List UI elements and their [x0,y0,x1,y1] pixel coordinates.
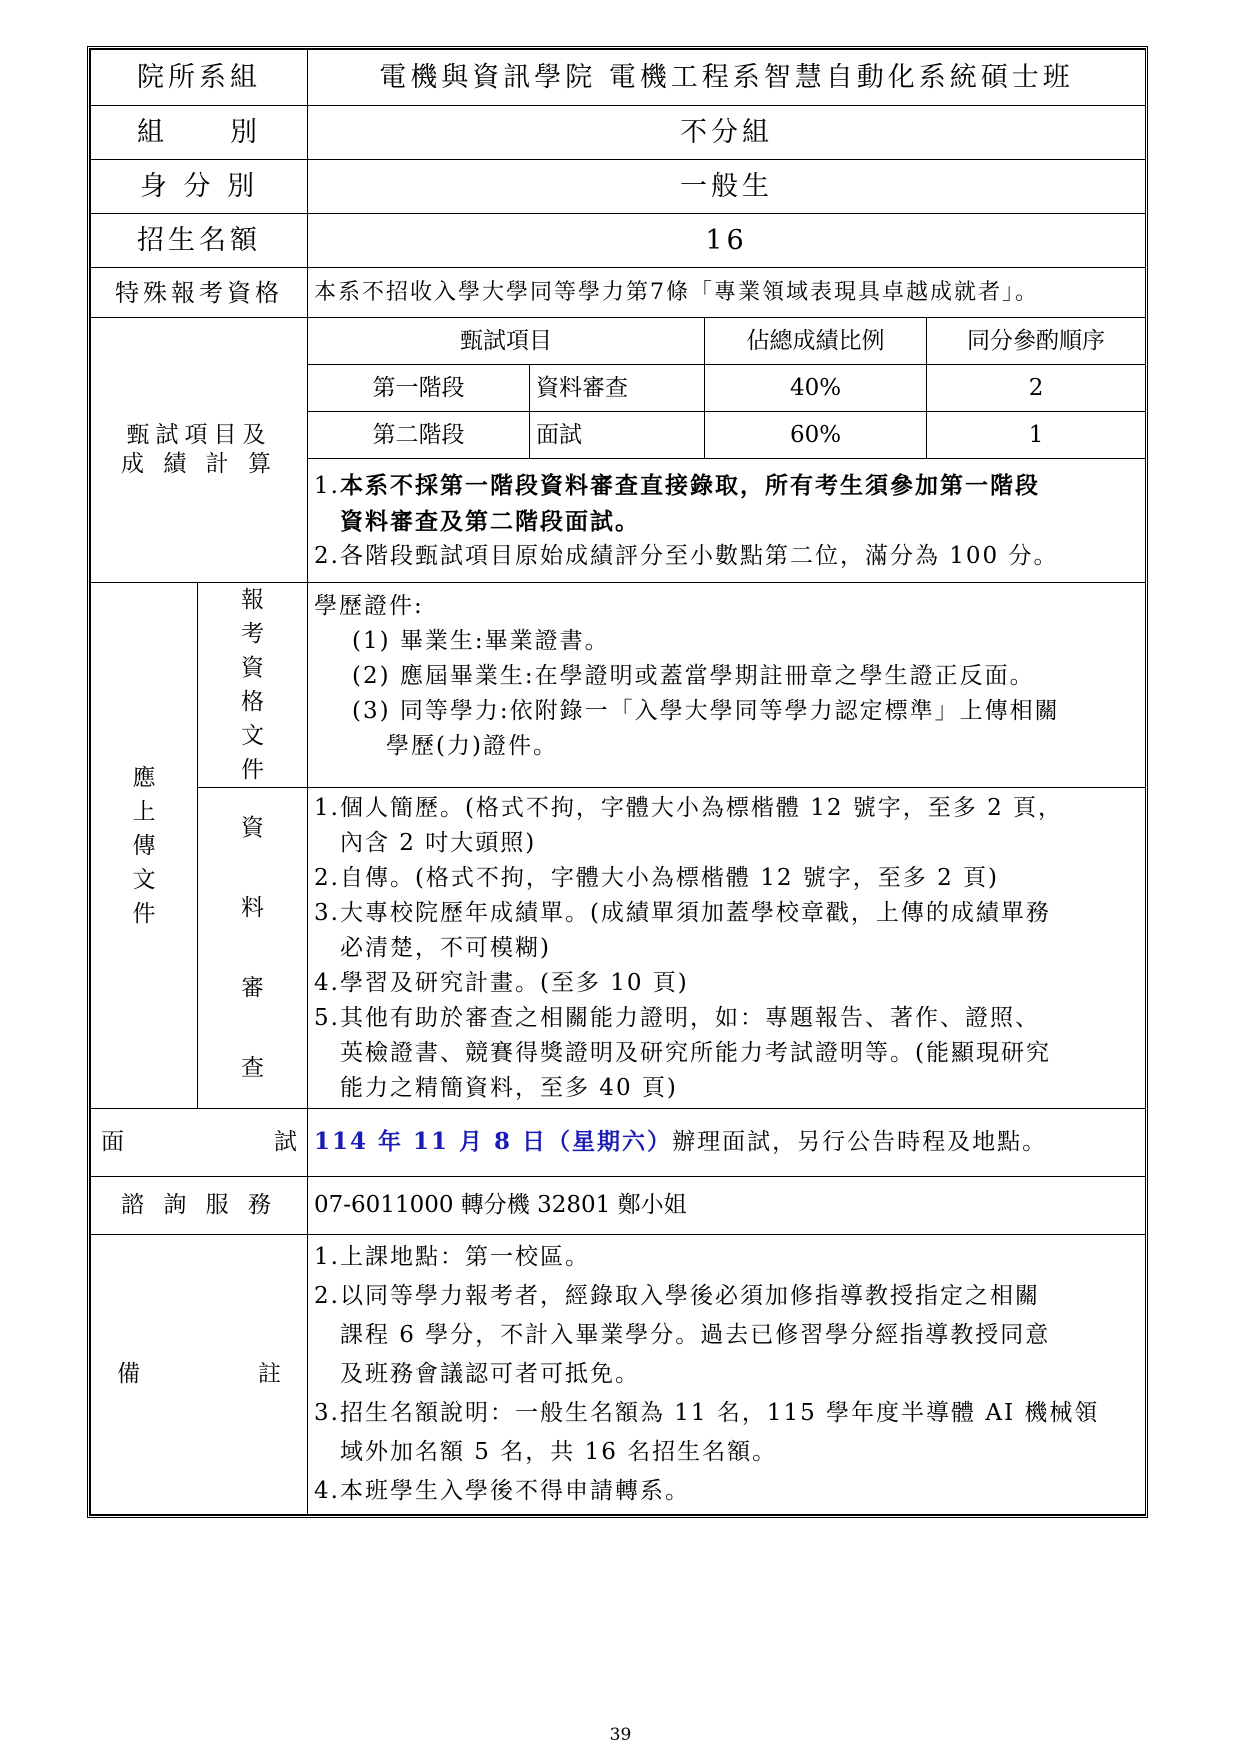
stage-name: 第二階段 [308,412,530,459]
remarks-content: 1.上課地點：第一校區。 2.以同等學力報考者，經錄取入學後必須加修指導教授指定之相關 課程 6 學分，不計入畢業學分。過去已修習學分經指導教授同意 及班務會議認可者可抵免。 3.招生名額說明：一般生名額為 11 名，115 學年度半導體 AI 機械領 域外加名額 5 名，共 16 名招生名額。 4.本班學生入學後不得申請轉系。 [308,1235,1146,1515]
note1-line1: 本系不採第一階段資料審查直接錄取，所有考生須參加第一階段 [339,471,1040,499]
identity-value: 一般生 [308,160,1146,214]
stage-order: 1 [927,412,1146,459]
row-group [91,106,1146,160]
upload-outer-label: 應 上 傳 文 件 [91,583,198,1109]
contact-label: 諮 詢 服 務 [91,1177,308,1235]
upload-cert-row [91,583,1146,788]
interview-date: 114 年 11 月 8 日（星期六） [314,1128,673,1156]
row-department [91,50,1146,106]
interview-label: 面 試 [91,1109,308,1177]
special-value: 本系不招收入學大學同等學力第7條「專業領域表現具卓越成就者」。 [308,268,1146,318]
review-content: 1.個人簡歷。(格式不拘，字體大小為標楷體 12 號字，至多 2 頁， 內含 2 吋大頭照) 2.自傳。(格式不拘，字體大小為標楷體 12 號字，至多 2 頁) 3.大專校院歷年成績單。(成績單須加蓋學校章戳，上傳的成績單務 必清楚，不可模糊) 4.學習及研究計畫。(至多 10 頁) 5.其他有助於審查之相關能力證明，如：專題報告、著作、證照、 英檢證書、競賽得獎證明及研究所能力考試證明等。(能顯現研究 能力之精簡資料，至多 40 頁) [308,788,1146,1109]
exam-notes [308,459,1146,583]
stage-item: 資料審查 [530,365,705,412]
row-identity [91,160,1146,214]
cert-content: 學歷證件: (1) 畢業生:畢業證書。 (2) 應屆畢業生:在學證明或蓋當學期註冊章之學生證正反面。 (3) 同等學力:依附錄一「入學大學同等學力認定標準」上傳相關 學歷(力)證件。 [308,583,1146,788]
row-remarks [91,1235,1146,1515]
exam-header-order: 同分參酌順序 [927,318,1146,365]
review-label: 資 料 審 查 [198,788,308,1109]
group-value: 不分組 [308,106,1146,160]
interview-text: 辦理面試，另行公告時程及地點。 [672,1129,1048,1156]
stage-ratio: 40% [705,365,927,412]
row-contact [91,1177,1146,1235]
row-quota [91,214,1146,268]
note1-line2: 資料審查及第二階段面試。 [340,507,640,535]
exam-label [91,318,308,583]
special-label: 特殊報考資格 [91,268,308,318]
exam-header-ratio: 佔總成績比例 [705,318,927,365]
quota-value: 16 [308,214,1146,268]
exam-label-line2: 成 績 計 算 [121,451,277,477]
exam-header-item: 甄試項目 [308,318,705,365]
stage-name: 第一階段 [308,365,530,412]
identity-label: 身 分 別 [91,160,308,214]
exam-header-row [91,318,1146,365]
cert-label: 報 考 資 格 文 件 [198,583,308,788]
note2: 2.各階段甄試項目原始成績評分至小數點第二位，滿分為 100 分。 [314,542,1059,569]
exam-label-line1: 甄試項目及 [126,422,272,449]
quota-label: 招生名額 [91,214,308,268]
interview-value [308,1109,1146,1177]
dept-label: 院所系組 [91,50,308,106]
contact-value: 07-6011000 轉分機 32801 鄭小姐 [308,1177,1146,1235]
stage-item: 面試 [530,412,705,459]
admission-table [87,46,1148,1518]
note1-num: 1. [314,472,340,499]
dept-value: 電機與資訊學院 電機工程系智慧自動化系統碩士班 [308,50,1146,106]
row-special [91,268,1146,318]
page-number: 39 [609,1725,632,1745]
row-interview [91,1109,1146,1177]
stage-order: 2 [927,365,1146,412]
upload-review-row [91,788,1146,1109]
group-label: 組 別 [91,106,308,160]
stage-ratio: 60% [705,412,927,459]
remarks-label: 備 註 [91,1235,308,1515]
